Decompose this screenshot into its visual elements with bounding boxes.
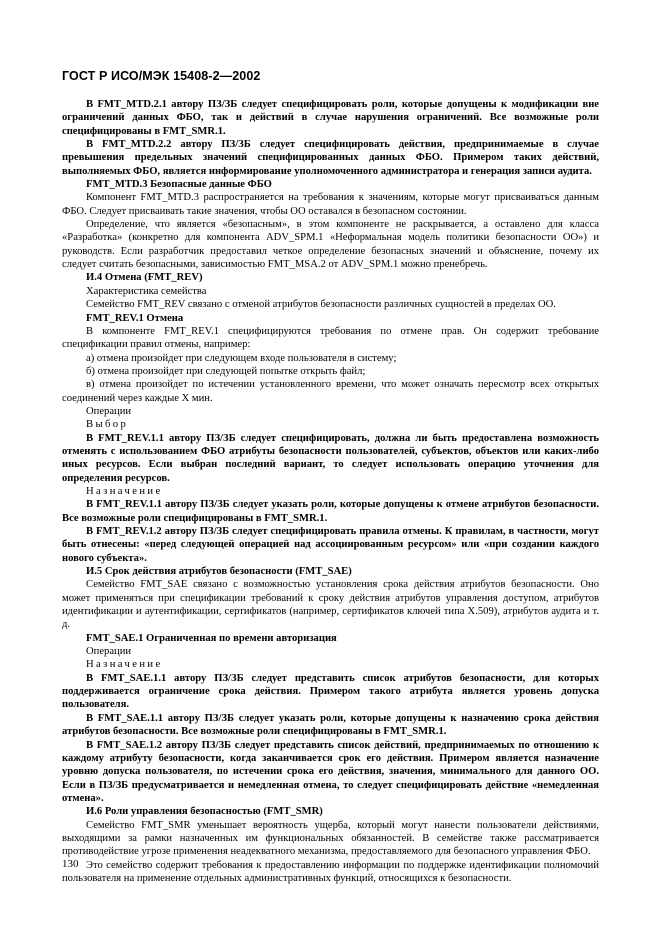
paragraph: Семейство FMT_REV связано с отменой атрибутов безопасности различных сущностей в пределах ОО.	[86, 299, 556, 311]
paragraph: Операции	[86, 405, 132, 417]
list-item: в) отмена произойдет по истечении установленного времени, что может означать пересмотр всех открытых соединений через каждые X мин.	[62, 379, 599, 404]
paragraph: В FMT_REV.1.1 автору ПЗ/ЗБ следует указать роли, которые допущены к отмене атрибутов безопасности. Все возможные роли специфицированы в FMT_SMR.1.	[62, 499, 599, 524]
document-body	[62, 98, 599, 885]
paragraph: В FMT_SAE.1.1 автору ПЗ/ЗБ следует указать роли, которые допущены к назначению срока действия атрибутов безопасности. Все возможные роли специфицированы в FMT_SMR.1.	[62, 712, 599, 738]
section-heading: И.5 Срок действия атрибутов безопасности (FMT_SAE)	[86, 566, 352, 578]
list-item: а) отмена произойдет при следующем входе пользователя в систему;	[86, 352, 397, 364]
paragraph: В компоненте FMT_REV.1 специфицируются требования по отмене прав. Он содержит требование спецификации правил отмены, например:	[62, 325, 599, 351]
paragraph: В FMT_MTD.2.1 автору ПЗ/ЗБ следует специфицировать роли, которые допущены к модификации вне ограничений данных ФБО, так и действий в случае нарушения ограничений. Все возможные роли специфицированы в FMT_SMR.1.	[62, 99, 599, 137]
paragraph: Это семейство содержит требования к предоставлению информации по поддержке идентификации полномочий пользователя на применение отдельных административных функций, относящихся к безопасности.	[62, 859, 599, 884]
paragraph: Определение, что является «безопасным», в этом компоненте не раскрывается, а оставлено для класса «Разработка» (конкретно для компонента ADV_SPM.1 «Неформальная модель политики безопасности ОО») и руководств. Если разработчик предоставил четкое определение безопасных значений и объяснение, почему их следует считать безопасными, зависимостью FMT_MSA.2 от ADV_SPM.1 можно пренебречь.	[62, 219, 599, 271]
paragraph: Назначение	[86, 659, 163, 671]
paragraph: Компонент FMT_MTD.3 распространяется на требования к значениям, которые могут присваиваться данным ФБО. Следует присваивать такие значения, чтобы ОО оставался в безопасном состоянии.	[62, 192, 599, 217]
subsection-heading: FMT_SAE.1 Ограниченная по времени авторизация	[86, 632, 337, 644]
document-header: ГОСТ Р ИСО/МЭК 15408-2—2002	[62, 69, 261, 83]
section-heading: И.6 Роли управления безопасностью (FMT_SMR)	[86, 806, 323, 818]
paragraph: Характеристика семейства	[86, 285, 207, 297]
paragraph: Выбор	[86, 419, 129, 431]
paragraph: В FMT_SAE.1.1 автору ПЗ/ЗБ следует представить список атрибутов безопасности, для которых поддерживается ограничение срока действия. Примером такого атрибута является уровень допуска пользователя.	[62, 672, 599, 711]
subsection-heading: FMT_MTD.3 Безопасные данные ФБО	[86, 179, 272, 191]
paragraph: В FMT_SAE.1.2 автору ПЗ/ЗБ следует представить список действий, предпринимаемых по отношению к каждому атрибуту безопасности, когда заканчивается срок его действия. Примером является назначение уровню допуска пользователя, по истечении срока его действия, значения, минимального для данного ОО. Если в ПЗ/ЗБ предусматривается и немедленная отмена, то следует специфицировать действие «немедленная отмена».	[62, 739, 599, 804]
section-heading: И.4 Отмена (FMT_REV)	[86, 272, 203, 284]
paragraph: В FMT_MTD.2.2 автору ПЗ/ЗБ следует специфицировать действия, предпринимаемые в случае превышения предельных значений специфицированных данных ФБО. Примером таких действий, выполняемых ФБО, является информирование уполномоченного администратора и генерация записи аудита.	[62, 139, 599, 177]
paragraph: Семейство FMT_SAE связано с возможностью установления срока действия атрибутов безопасности. Оно может применяться при спецификации требований к сроку действия атрибутов управления доступом, атрибутов идентификации и аутентификации, сертификатов (например, сертификатов ключей типа X.509), атрибутов аудита и т. д.	[62, 579, 599, 631]
list-item: б) отмена произойдет при следующей попытке открыть файл;	[86, 365, 366, 377]
paragraph: Назначение	[86, 485, 163, 497]
paragraph: В FMT_REV.1.2 автору ПЗ/ЗБ следует специфицировать правила отмены. К правилам, в частности, могут быть отнесены: «перед следующей операцией над ассоциированным ресурсом» или «при создании каждого нового субъекта».	[62, 526, 599, 564]
paragraph: Операции	[86, 646, 132, 658]
paragraph: Семейство FMT_SMR уменьшает вероятность ущерба, который могут нанести пользователи действиями, выходящими за рамки назначенных им функциональных обязанностей. В семействе также рассматривается противодействие угрозе применения неадекватного механизма, предоставляемого для безопасного управления ФБО.	[62, 819, 599, 858]
subsection-heading: FMT_REV.1 Отмена	[86, 312, 184, 324]
page-number: 130	[62, 858, 79, 870]
paragraph: В FMT_REV.1.1 автору ПЗ/ЗБ следует специфицировать, должна ли быть предоставлена возможность отменять с использованием ФБО атрибуты безопасности пользователей, субъектов, объектов или каких-либо иных ресурсов. Если выбран последний вариант, то следует использовать операцию уточнения для определения ресурсов.	[62, 432, 599, 484]
